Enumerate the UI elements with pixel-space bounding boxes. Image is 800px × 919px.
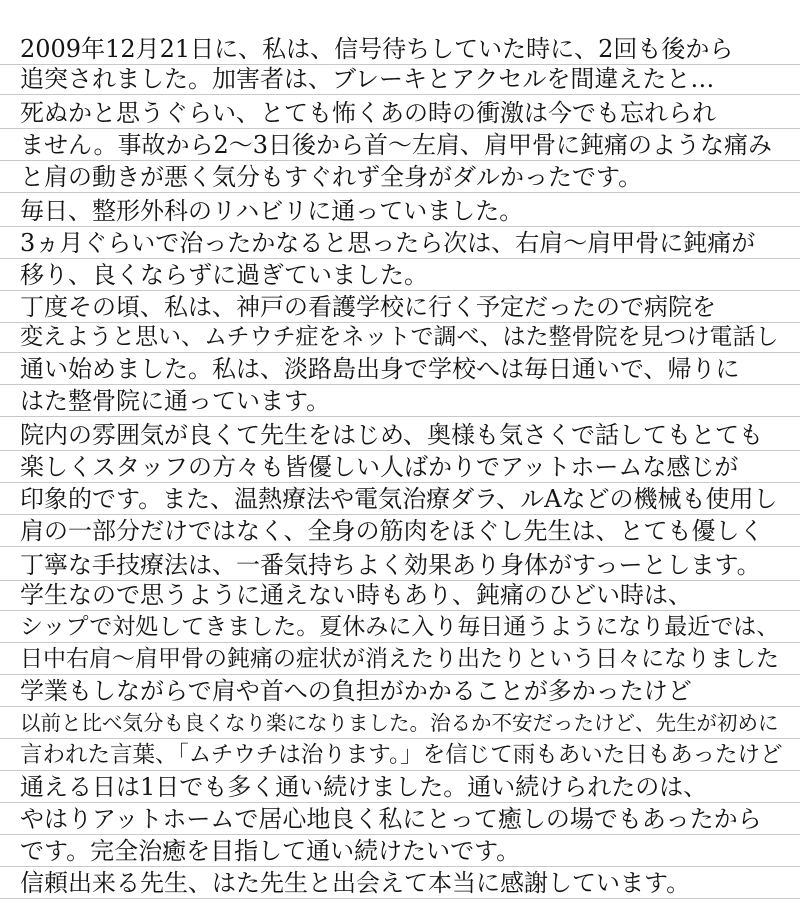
text-line-25: やはりアットホームで居心地良く私にとって癒しの場でもあったから — [20, 805, 762, 833]
ruled-line — [0, 610, 800, 611]
text-line-27: 信頼出来る先生、はた先生と出会えて本当に感謝しています。 — [20, 869, 691, 897]
ruled-line — [0, 834, 800, 835]
ruled-line — [0, 384, 800, 385]
text-line-12: はた整骨院に通っています。 — [20, 387, 331, 415]
text-line-14: 楽しくスタッフの方々も皆優しい人ばかりでアットホームな感じが — [20, 453, 739, 481]
ruled-line — [0, 192, 800, 193]
text-line-7: 3ヵ月ぐらいで治ったかなると思ったら次は、右肩～肩甲骨に鈍痛が — [20, 229, 756, 257]
text-line-19: シップで対処してきました。夏休みに入り毎日通うようになり最近では、 — [20, 614, 780, 640]
text-line-26: です。完全治癒を目指して通い続けたいです。 — [20, 837, 521, 865]
text-line-13: 院内の雰囲気が良くて先生をはじめ、奥様も気さくで話してもとても — [20, 421, 764, 449]
ruled-line — [0, 128, 800, 129]
ruled-line — [0, 770, 800, 771]
text-line-10: 変えようと思い、ムチウチ症をネットで調べ、はた整骨院を見つけ電話し — [20, 324, 779, 350]
text-line-3: 死ぬかと思うぐらい、とても怖くあの時の衝激は今でも忘れられ — [20, 99, 716, 127]
text-line-17: 丁寧な手技療法は、一番気持ちよく効果あり身体がすっーとします。 — [20, 551, 761, 579]
text-line-5: と肩の動きが悪く気分もすぐれず全身がダルかったです。 — [20, 163, 643, 191]
text-line-4: ません。事故から2～3日後から首～左肩、肩甲骨に鈍痛のような痛み — [20, 131, 772, 159]
ruled-line — [0, 290, 800, 291]
ruled-line — [0, 802, 800, 803]
ruled-line — [0, 706, 800, 707]
text-line-9: 丁度その頃、私は、神戸の看護学校に行く予定だったので病院を — [20, 293, 716, 321]
ruled-line — [0, 352, 800, 353]
ruled-line — [0, 258, 800, 259]
ruled-line — [0, 94, 800, 95]
text-line-11: 通い始めました。私は、淡路島出身で学校へは毎日通いで、帰りに — [20, 355, 740, 383]
text-line-1: 2009年12月21日に、私は、信号待ちしていた時に、2回も後から — [20, 35, 734, 63]
ruled-line — [0, 738, 800, 739]
ruled-line — [0, 642, 800, 643]
text-line-21: 学業もしながらで肩や首への負担がかかることが多かったけど — [20, 677, 692, 705]
text-line-15: 印象的です。また、温熱療法や電気治療ダラ、ルAなどの機械も使用し — [20, 485, 778, 513]
ruled-line — [0, 160, 800, 161]
ruled-line — [0, 546, 800, 547]
ruled-line — [0, 514, 800, 515]
text-line-22: 以前と比べ気分も良くなり楽になりました。治るか不安だったけど、先生が初めに — [20, 711, 779, 735]
text-line-18: 学生なので思うように通えない時もあり、鈍痛のひどい時は、 — [20, 581, 692, 609]
text-line-6: 毎日、整形外科のリハビリに通っていました。 — [20, 197, 524, 225]
ruled-line — [0, 898, 800, 899]
ruled-line — [0, 674, 800, 675]
text-line-2: 追突されました。加害者は、ブレーキとアクセルを間違えたと… — [20, 65, 715, 93]
ruled-line — [0, 416, 800, 417]
ruled-line — [0, 450, 800, 451]
ruled-line — [0, 866, 800, 867]
ruled-line — [0, 482, 800, 483]
text-line-20: 日中右肩～肩甲骨の鈍痛の症状が消えたり出たりという日々になりました — [20, 646, 779, 672]
text-line-23: 言われた言葉、「ムチウチは治ります。」を信じて雨もあいた日もあったけど — [20, 742, 783, 768]
ruled-line — [0, 226, 800, 227]
text-line-16: 肩の一部分だけではなく、全身の筋肉をほぐし先生は、とても優しく — [20, 517, 764, 545]
text-line-24: 通える日は1日でも多く通い続けました。通い続けられたのは、 — [20, 773, 708, 801]
text-line-8: 移り、良くならずに過ぎていました。 — [20, 261, 428, 289]
